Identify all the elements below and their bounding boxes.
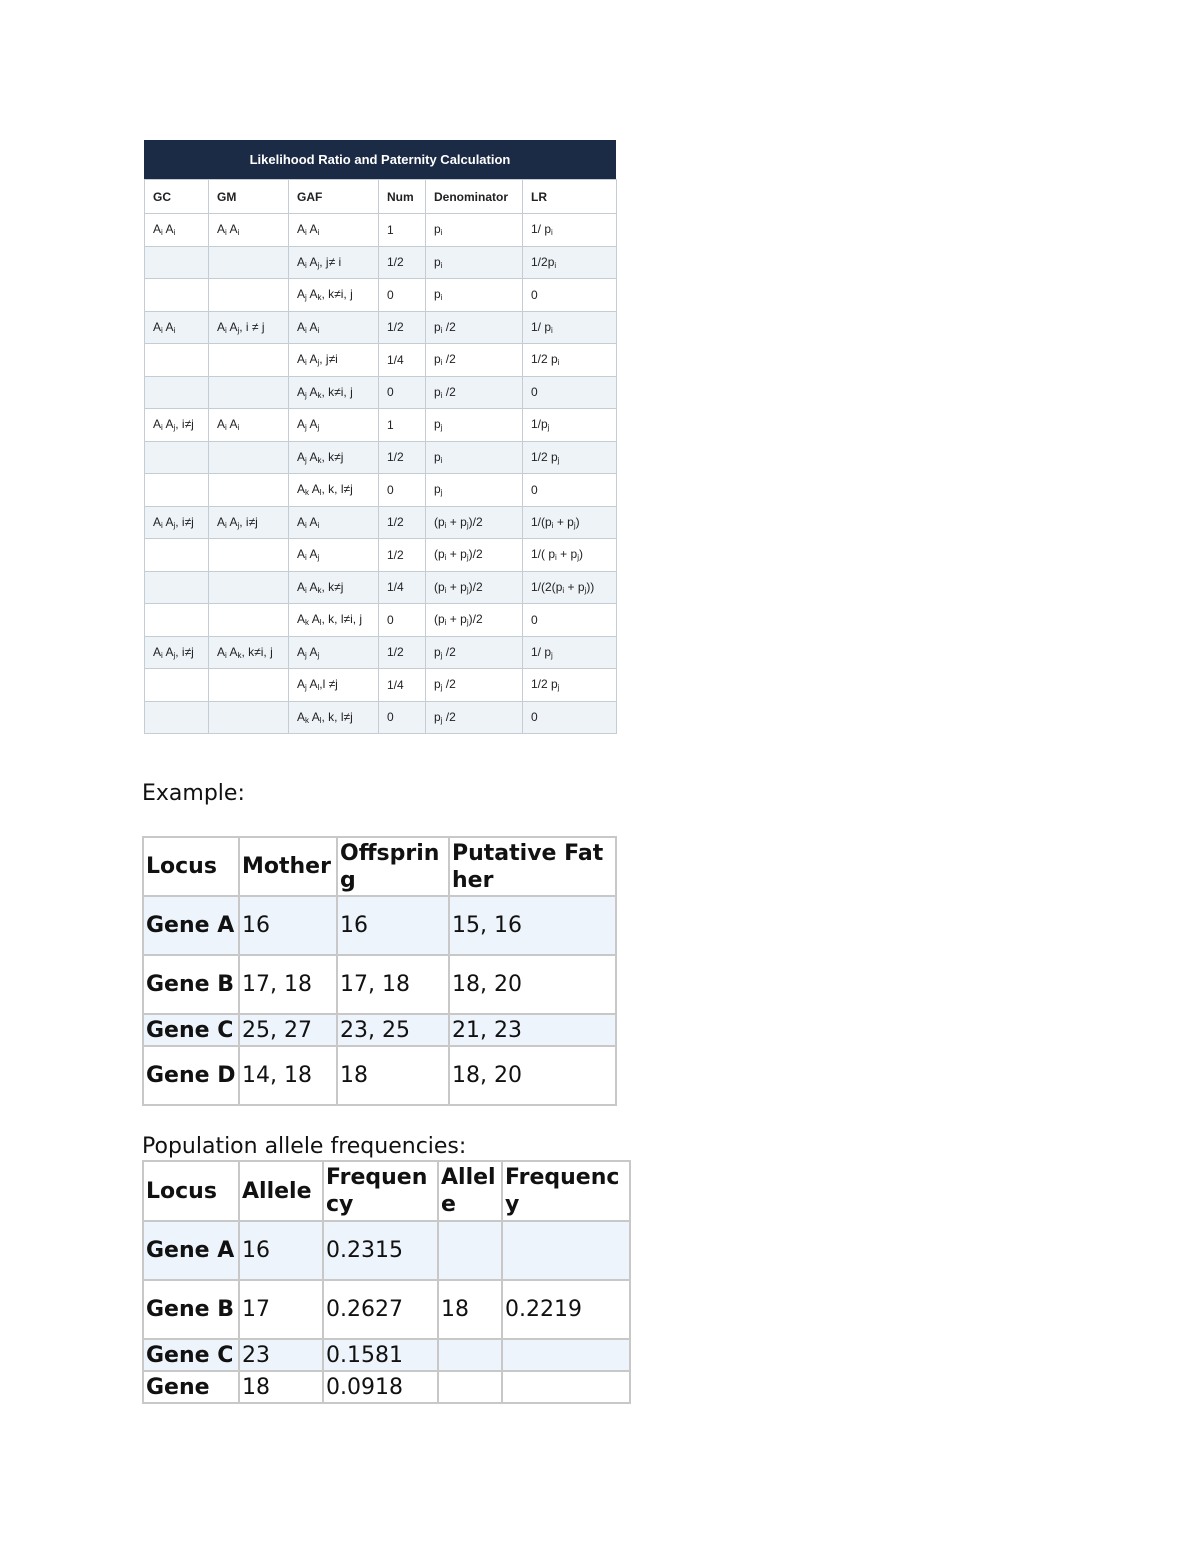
- lr-table-cell: 1/2: [379, 311, 426, 344]
- lr-table-row: [145, 636, 617, 669]
- locus-cell: Gene D: [143, 1046, 239, 1105]
- lr-table-cell: 0: [379, 376, 426, 409]
- lr-table-cell: $A_k$ $A_l$, k, l≠j: [289, 701, 379, 734]
- lr-table-cell: $1/(p_i + p_j)$: [523, 506, 617, 539]
- lr-table-cell: $p_i$: [426, 441, 523, 474]
- lr-table-cell: $A_i$ $A_j$, i≠j: [145, 636, 209, 669]
- locus-cell: Gene C: [143, 1339, 239, 1371]
- table-cell: 0.2219: [502, 1280, 630, 1339]
- lr-table-cell: [209, 571, 289, 604]
- table-cell: [502, 1339, 630, 1371]
- lr-table-cell: 0: [523, 474, 617, 507]
- lr-table-row: [145, 344, 617, 377]
- lr-table-cell: 0: [523, 604, 617, 637]
- table-cell: 23: [239, 1339, 323, 1371]
- lr-table-cell: [209, 669, 289, 702]
- lr-table-cell: [145, 604, 209, 637]
- lr-table-cell: 1/2: [379, 539, 426, 572]
- lr-table-row: [145, 539, 617, 572]
- header-cell: Frequency: [323, 1161, 438, 1221]
- locus-cell: Gene B: [143, 1280, 239, 1339]
- lr-table-cell: $A_i$ $A_i$: [209, 409, 289, 442]
- lr-table-cell: [145, 571, 209, 604]
- lr-table-cell: $A_i$ $A_i$: [145, 214, 209, 247]
- lr-table-cell: [145, 344, 209, 377]
- table-cell: 0.2627: [323, 1280, 438, 1339]
- lr-table-row: [145, 571, 617, 604]
- lr-table-cell: $A_i$ $A_j$: [289, 539, 379, 572]
- table-cell: 18: [438, 1280, 502, 1339]
- lr-header-cell: Denominator: [426, 180, 523, 214]
- lr-table-cell: $A_i$ $A_j$, j≠i: [289, 344, 379, 377]
- example-heading: Example:: [142, 781, 245, 806]
- lr-header-cell: GC: [145, 180, 209, 214]
- table-cell: 18, 20: [449, 955, 616, 1014]
- lr-table-cell: 0: [379, 474, 426, 507]
- lr-table-cell: 1: [379, 409, 426, 442]
- lr-table-cell: [145, 474, 209, 507]
- lr-table-cell: $A_i$ $A_k$, k≠j: [289, 571, 379, 604]
- table-cell: 25, 27: [239, 1014, 337, 1046]
- lr-table-cell: 0: [523, 701, 617, 734]
- lr-table-cell: $p_j$ /2: [426, 669, 523, 702]
- table-cell: 16: [337, 896, 449, 955]
- table-cell: [438, 1371, 502, 1403]
- table-row: [143, 1339, 630, 1371]
- lr-table-cell: $A_i$ $A_i$: [289, 311, 379, 344]
- lr-table-row: [145, 311, 617, 344]
- lr-table-cell: $A_j$ $A_j$: [289, 409, 379, 442]
- table-row: [143, 896, 616, 955]
- likelihood-ratio-figure: [144, 140, 616, 734]
- lr-table-cell: 0: [523, 376, 617, 409]
- lr-table-cell: 1/2: [379, 441, 426, 474]
- header-cell: Putative Father: [449, 837, 616, 896]
- lr-table-row: [145, 246, 617, 279]
- lr-table-cell: $(p_i + p_j)/2$: [426, 506, 523, 539]
- lr-table-cell: $1/(2(p_i + p_j))$: [523, 571, 617, 604]
- table-row: [143, 1161, 630, 1221]
- lr-table-cell: $(p_i + p_j)/2$: [426, 571, 523, 604]
- lr-table-cell: $p_j$ /2: [426, 701, 523, 734]
- lr-header-cell: GAF: [289, 180, 379, 214]
- lr-table-row: [145, 474, 617, 507]
- lr-table-cell: [145, 669, 209, 702]
- lr-table-cell: 1/2: [379, 506, 426, 539]
- lr-table-cell: $(p_i + p_j)/2$: [426, 539, 523, 572]
- table-cell: 16: [239, 1221, 323, 1280]
- lr-table-cell: $p_i$ /2: [426, 311, 523, 344]
- lr-header-cell: Num: [379, 180, 426, 214]
- lr-table-cell: $A_j$ $A_k$, k≠i, j: [289, 376, 379, 409]
- lr-table-cell: 0: [523, 279, 617, 312]
- lr-table-cell: 1/4: [379, 571, 426, 604]
- lr-table-cell: $A_i$ $A_i$: [209, 214, 289, 247]
- table-row: [143, 837, 616, 896]
- lr-table-row: [145, 409, 617, 442]
- locus-cell: Gene C: [143, 1014, 239, 1046]
- lr-table-cell: [145, 539, 209, 572]
- table-cell: 21, 23: [449, 1014, 616, 1046]
- lr-table-cell: $A_j$ $A_l,l \ne j$: [289, 669, 379, 702]
- table-row: [143, 1221, 630, 1280]
- lr-table-cell: $p_i$ /2: [426, 344, 523, 377]
- table-cell: 0.0918: [323, 1371, 438, 1403]
- lr-table-cell: $1/p_j$: [523, 409, 617, 442]
- lr-table-cell: 0: [379, 279, 426, 312]
- lr-table-cell: 1/4: [379, 344, 426, 377]
- table-cell: 18, 20: [449, 1046, 616, 1105]
- table-cell: 18: [239, 1371, 323, 1403]
- table-cell: 17, 18: [337, 955, 449, 1014]
- table-cell: 23, 25: [337, 1014, 449, 1046]
- lr-table-cell: $p_j$ /2: [426, 636, 523, 669]
- table-cell: 0.2315: [323, 1221, 438, 1280]
- lr-table-cell: $A_i$ $A_i$: [145, 311, 209, 344]
- table-cell: 15, 16: [449, 896, 616, 955]
- lr-table-cell: 1/( $p_i + p_j$): [523, 539, 617, 572]
- header-cell: Locus: [143, 1161, 239, 1221]
- lr-table-body: [145, 214, 617, 734]
- table-row: [143, 1014, 616, 1046]
- allele-frequency-heading: Population allele frequencies:: [142, 1134, 467, 1159]
- lr-table-cell: 0: [379, 701, 426, 734]
- lr-table-row: [145, 701, 617, 734]
- lr-table-cell: 1/4: [379, 669, 426, 702]
- header-cell: Allele: [438, 1161, 502, 1221]
- lr-table-cell: [209, 701, 289, 734]
- lr-table-cell: $A_j$ $A_j$: [289, 636, 379, 669]
- lr-table-row: [145, 279, 617, 312]
- lr-table-row: [145, 669, 617, 702]
- table-cell: 14, 18: [239, 1046, 337, 1105]
- lr-table-cell: 1/2 $p_j$: [523, 669, 617, 702]
- lr-table-cell: 0: [379, 604, 426, 637]
- lr-table-cell: $A_k$ $A_l$, k, l≠i, j: [289, 604, 379, 637]
- lr-table-cell: [145, 441, 209, 474]
- table-cell: 0.1581: [323, 1339, 438, 1371]
- lr-table-row: [145, 376, 617, 409]
- table-cell: [502, 1371, 630, 1403]
- locus-cell: Gene A: [143, 896, 239, 955]
- locus-cell: Gene B: [143, 955, 239, 1014]
- lr-table-cell: 1/2 $p_i$: [523, 344, 617, 377]
- lr-table-cell: [145, 376, 209, 409]
- lr-table-row: [145, 441, 617, 474]
- lr-table-cell: $A_i$ $A_j$, i≠j: [209, 506, 289, 539]
- header-cell: Locus: [143, 837, 239, 896]
- allele-frequency-table: [142, 1160, 631, 1404]
- lr-table-cell: 1/ $p_j$: [523, 636, 617, 669]
- lr-table-cell: 1/ $p_i$: [523, 311, 617, 344]
- lr-table-row: [145, 604, 617, 637]
- lr-table-row: [145, 214, 617, 247]
- table-row: [143, 1046, 616, 1105]
- lr-table-cell: $p_j$: [426, 409, 523, 442]
- lr-table-cell: $A_i$ $A_j$, i≠j: [145, 506, 209, 539]
- lr-table-cell: $p_j$: [426, 474, 523, 507]
- lr-table-cell: [209, 604, 289, 637]
- lr-table-cell: 1/ $p_i$: [523, 214, 617, 247]
- table-cell: [438, 1339, 502, 1371]
- lr-table-cell: $A_i$ $A_i$: [289, 506, 379, 539]
- lr-table-cell: [209, 246, 289, 279]
- locus-cell: Gene: [143, 1371, 239, 1403]
- lr-table-cell: [145, 246, 209, 279]
- lr-table-cell: [145, 701, 209, 734]
- lr-table-cell: 1: [379, 214, 426, 247]
- table-cell: 18: [337, 1046, 449, 1105]
- lr-table-cell: [145, 279, 209, 312]
- lr-table-cell: [209, 474, 289, 507]
- header-cell: Frequency: [502, 1161, 630, 1221]
- lr-table-cell: [209, 441, 289, 474]
- lr-table-cell: 1/2 $p_j$: [523, 441, 617, 474]
- lr-table-cell: [209, 539, 289, 572]
- lr-table-cell: $A_j$ $A_k$, k≠j: [289, 441, 379, 474]
- lr-table-cell: $A_j$ $A_k$, k≠i, j: [289, 279, 379, 312]
- lr-table-title: Likelihood Ratio and Paternity Calculation: [144, 140, 616, 179]
- lr-header-cell: LR: [523, 180, 617, 214]
- lr-table-cell: 1/2: [379, 636, 426, 669]
- header-cell: Offspring: [337, 837, 449, 896]
- lr-table-cell: $A_i$ $A_i$: [289, 214, 379, 247]
- locus-cell: Gene A: [143, 1221, 239, 1280]
- lr-table-cell: [209, 344, 289, 377]
- lr-table-cell: $(p_i + p_j)/2$: [426, 604, 523, 637]
- lr-table-cell: $1/2p_i$: [523, 246, 617, 279]
- lr-table-row: [145, 506, 617, 539]
- lr-table-cell: $p_i$: [426, 214, 523, 247]
- lr-table-cell: $A_i$ $A_j$, i ≠ j: [209, 311, 289, 344]
- table-cell: 16: [239, 896, 337, 955]
- lr-table-cell: $A_i$ $A_j$, i≠j: [145, 409, 209, 442]
- lr-table-cell: $p_i$ /2: [426, 376, 523, 409]
- lr-table-cell: $p_i$: [426, 279, 523, 312]
- table-row: [143, 1280, 630, 1339]
- lr-table-cell: $A_k$ $A_l$, k, l≠j: [289, 474, 379, 507]
- table-row: [143, 955, 616, 1014]
- header-cell: Mother: [239, 837, 337, 896]
- lr-table-cell: 1/2: [379, 246, 426, 279]
- lr-table-cell: $A_i$ $A_k$, k≠i, j: [209, 636, 289, 669]
- table-cell: 17, 18: [239, 955, 337, 1014]
- likelihood-ratio-table: [144, 179, 617, 734]
- lr-header-row: [145, 180, 617, 214]
- lr-table-cell: [209, 376, 289, 409]
- lr-header-cell: GM: [209, 180, 289, 214]
- table-row: [143, 1371, 630, 1403]
- example-genotype-table: [142, 836, 617, 1106]
- table-cell: [438, 1221, 502, 1280]
- lr-table-cell: $p_i$: [426, 246, 523, 279]
- table-cell: 17: [239, 1280, 323, 1339]
- table-cell: [502, 1221, 630, 1280]
- lr-table-cell: [209, 279, 289, 312]
- header-cell: Allele: [239, 1161, 323, 1221]
- lr-table-cell: $A_i$ $A_j$, j≠ i: [289, 246, 379, 279]
